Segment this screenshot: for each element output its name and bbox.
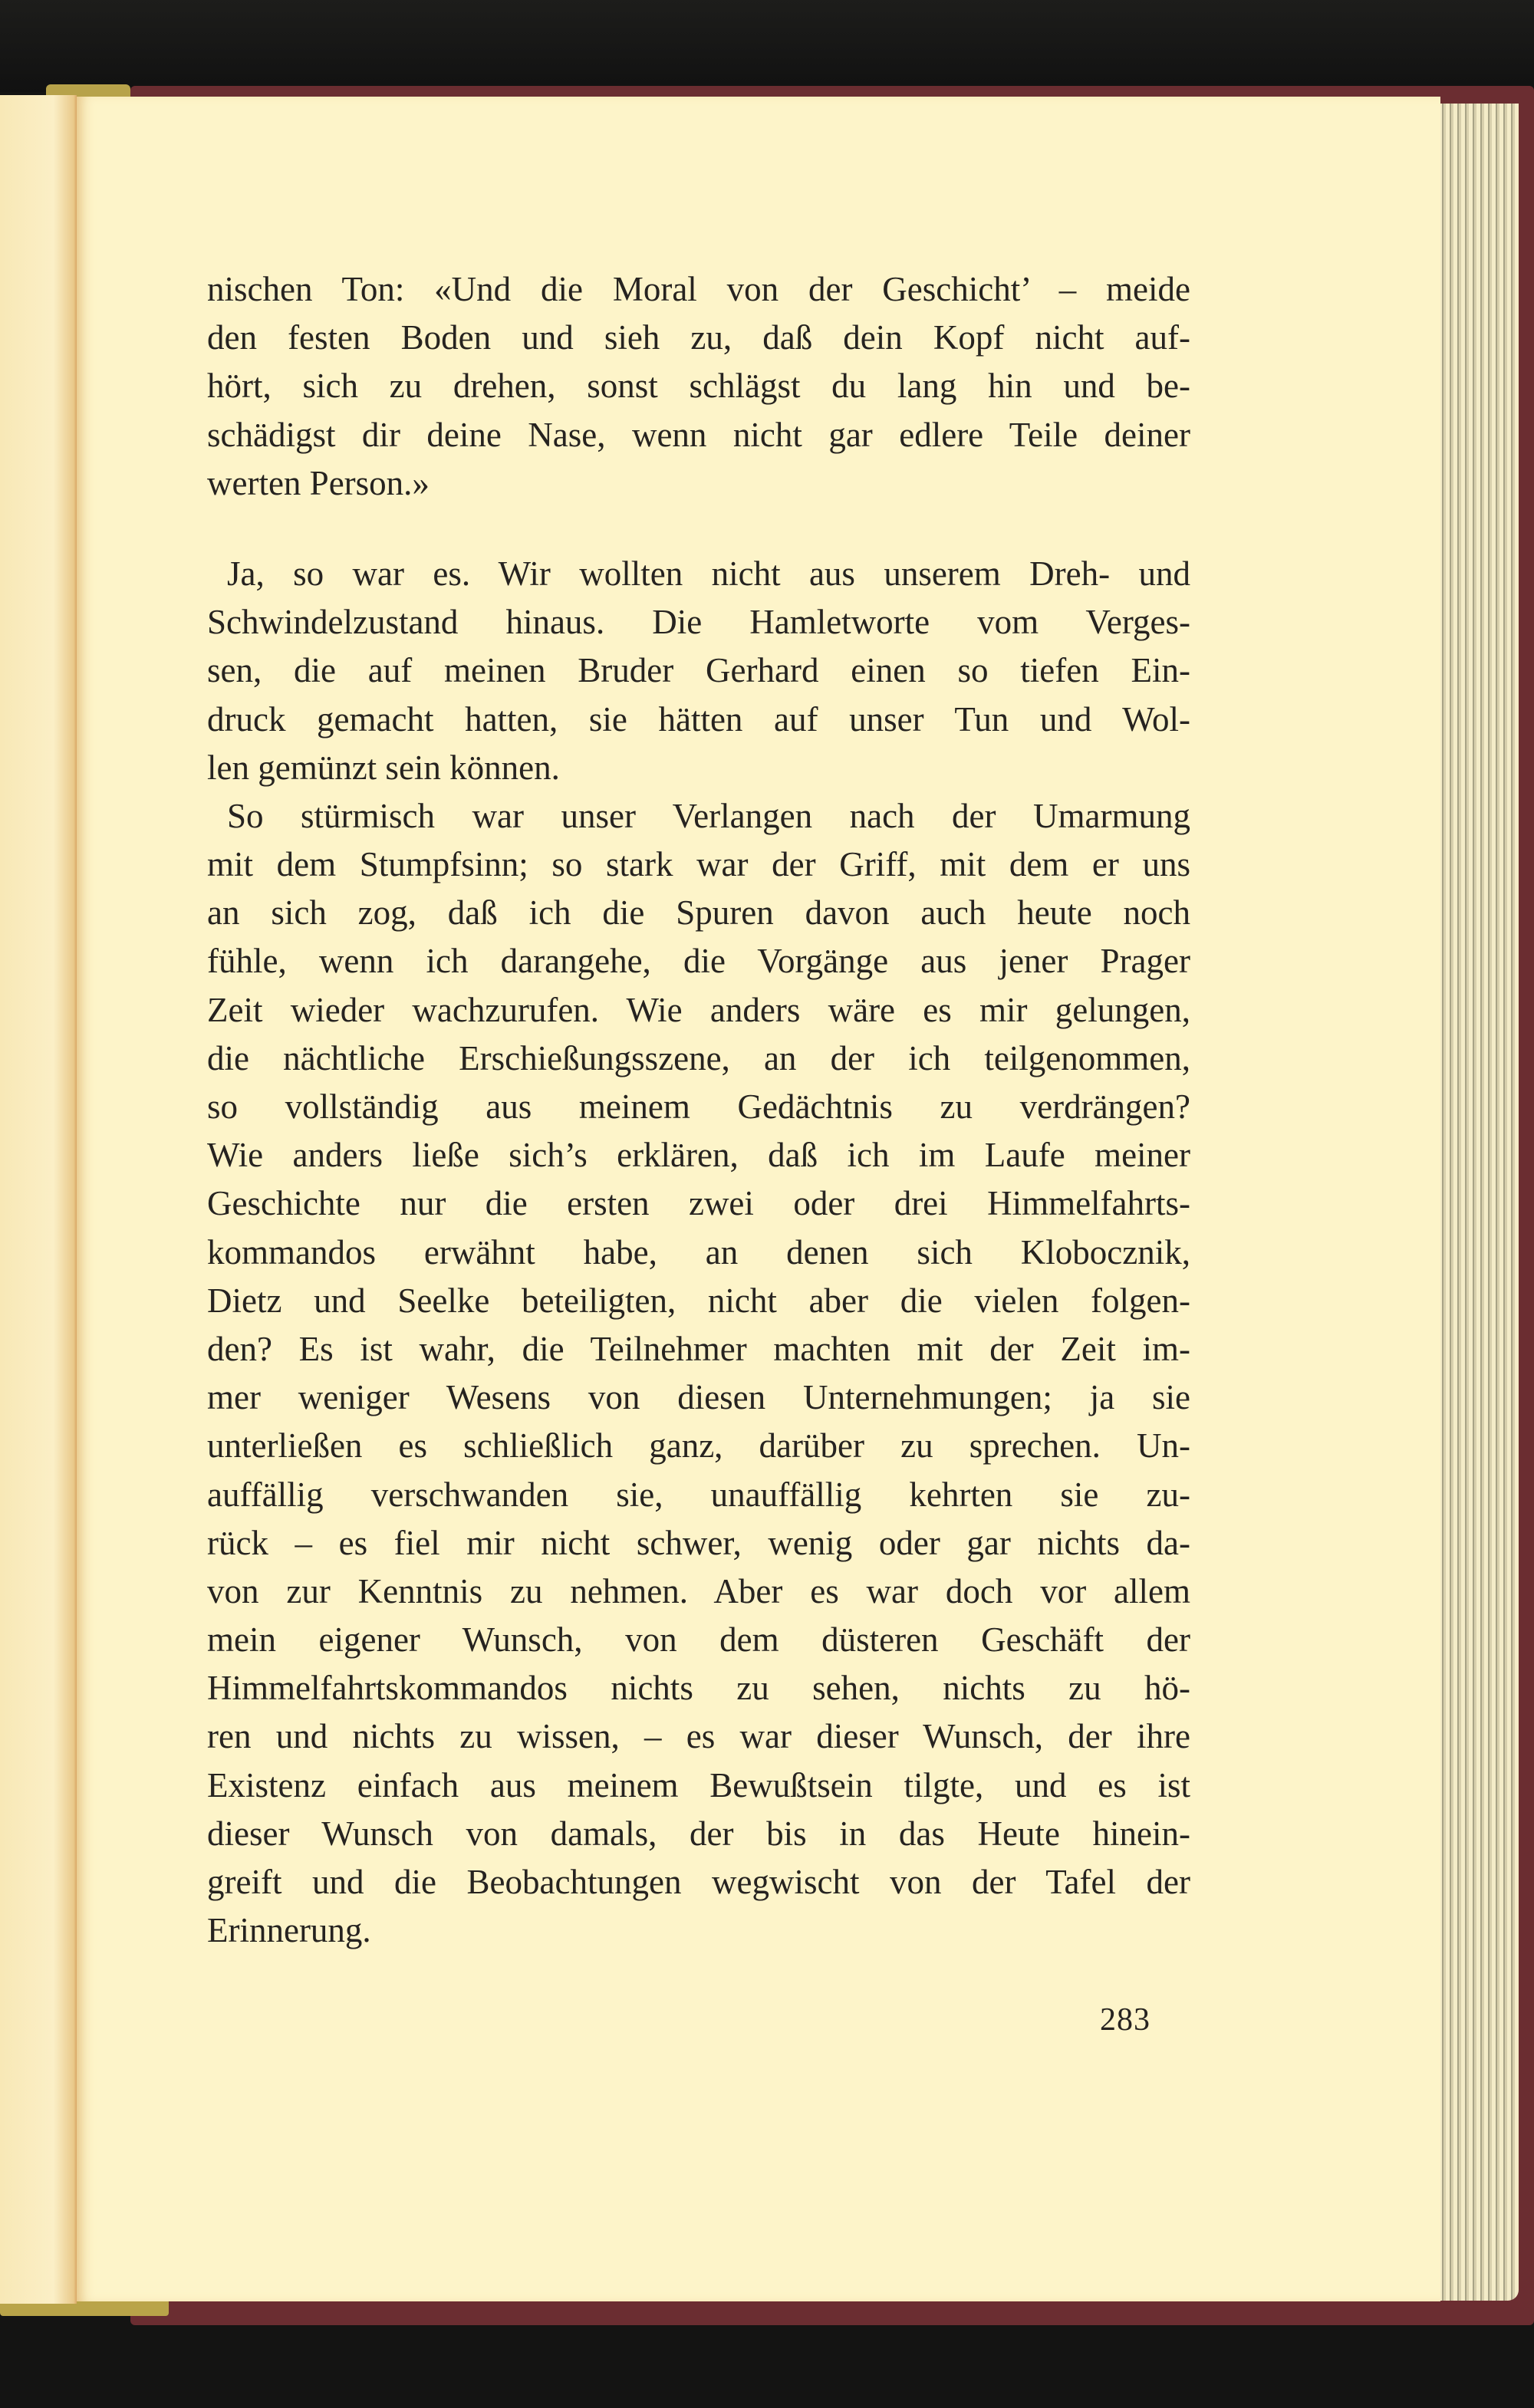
text-line: Ja, so war es. Wir wollten nicht aus unserem Dreh- und [227, 554, 1190, 593]
text-line: fühle, wenn ich darangehe, die Vorgänge aus jener Prager [207, 942, 1190, 981]
text-line: die nächtliche Erschießungsszene, an der ich teilgenommen, [207, 1038, 1190, 1077]
text-line: Schwindelzustand hinaus. Die Hamletworte vom Verges- [207, 603, 1190, 642]
paragraph [207, 550, 1190, 792]
text-line: kommandos erwähnt habe, an denen sich Klobocznik, [207, 1232, 1190, 1271]
text-line: mit dem Stumpfsinn; so stark war der Griff, mit dem er uns [207, 845, 1190, 884]
text-line: Existenz einfach aus meinem Bewußtsein tilgte, und es ist [207, 1765, 1190, 1804]
text-line: ren und nichts zu wissen, – es war dieser Wunsch, der ihre [207, 1717, 1190, 1756]
page-number: 283 [1100, 2002, 1150, 2038]
text-line: druck gemacht hatten, sie hätten auf unser Tun und Wol- [207, 699, 1190, 739]
text-line: an sich zog, daß ich die Spuren davon auch heute noch [207, 893, 1190, 933]
body-text [207, 265, 1190, 1955]
text-line: mein eigener Wunsch, von dem düsteren Geschäft der [207, 1620, 1190, 1660]
text-line: unterließen es schließlich ganz, darüber zu sprechen. Un- [207, 1426, 1190, 1466]
paragraph [207, 265, 1190, 508]
text-line: sen, die auf meinen Bruder Gerhard einen so tiefen Ein- [207, 651, 1190, 690]
text-line: dieser Wunsch von damals, der bis in das Heute hinein- [207, 1814, 1190, 1853]
text-line: rück – es fiel mir nicht schwer, wenig oder gar nichts da- [207, 1523, 1190, 1562]
text-line: Zeit wieder wachzurufen. Wie anders wäre es mir gelungen, [207, 990, 1190, 1029]
text-line: auffällig verschwanden sie, unauffällig kehrten sie zu- [207, 1475, 1190, 1514]
text-line: Geschichte nur die ersten zwei oder drei Himmelfahrts- [207, 1184, 1190, 1223]
text-line: Wie anders ließe sich’s erklären, daß ich im Laufe meiner [207, 1136, 1190, 1175]
text-line: so vollständig aus meinem Gedächtnis zu verdrängen? [207, 1087, 1190, 1126]
page-fore-edge [1436, 104, 1519, 2301]
text-line: len gemünzt sein können. [207, 748, 560, 787]
text-line: mer weniger Wesens von diesen Unternehmungen; ja sie [207, 1378, 1190, 1417]
text-line: hört, sich zu drehen, sonst schlägst du lang hin und be- [207, 367, 1190, 406]
text-line: greift und die Beobachtungen wegwischt von der Tafel der [207, 1863, 1190, 1901]
text-line: werten Person.» [207, 463, 430, 502]
text-line: So stürmisch war unser Verlangen nach der Umarmung [227, 796, 1190, 835]
paragraph [207, 792, 1190, 1956]
text-line: den? Es ist wahr, die Teilnehmer machten mit der Zeit im- [207, 1329, 1190, 1368]
text-line: Himmelfahrtskommandos nichts zu sehen, nichts zu hö- [207, 1669, 1190, 1708]
text-line: den festen Boden und sieh zu, daß dein Kopf nicht auf- [207, 318, 1190, 357]
text-line: Erinnerung. [207, 1911, 371, 1950]
text-line: nischen Ton: «Und die Moral von der Geschicht’ – meide [207, 270, 1190, 308]
left-page-edge [0, 95, 77, 2304]
text-line: von zur Kenntnis zu nehmen. Aber es war doch vor allem [207, 1571, 1190, 1610]
scan-background [0, 0, 1534, 92]
text-line: schädigst dir deine Nase, wenn nicht gar edlere Teile deiner [207, 415, 1190, 454]
text-line: Dietz und Seelke beteiligten, nicht aber die vielen folgen- [207, 1281, 1190, 1320]
